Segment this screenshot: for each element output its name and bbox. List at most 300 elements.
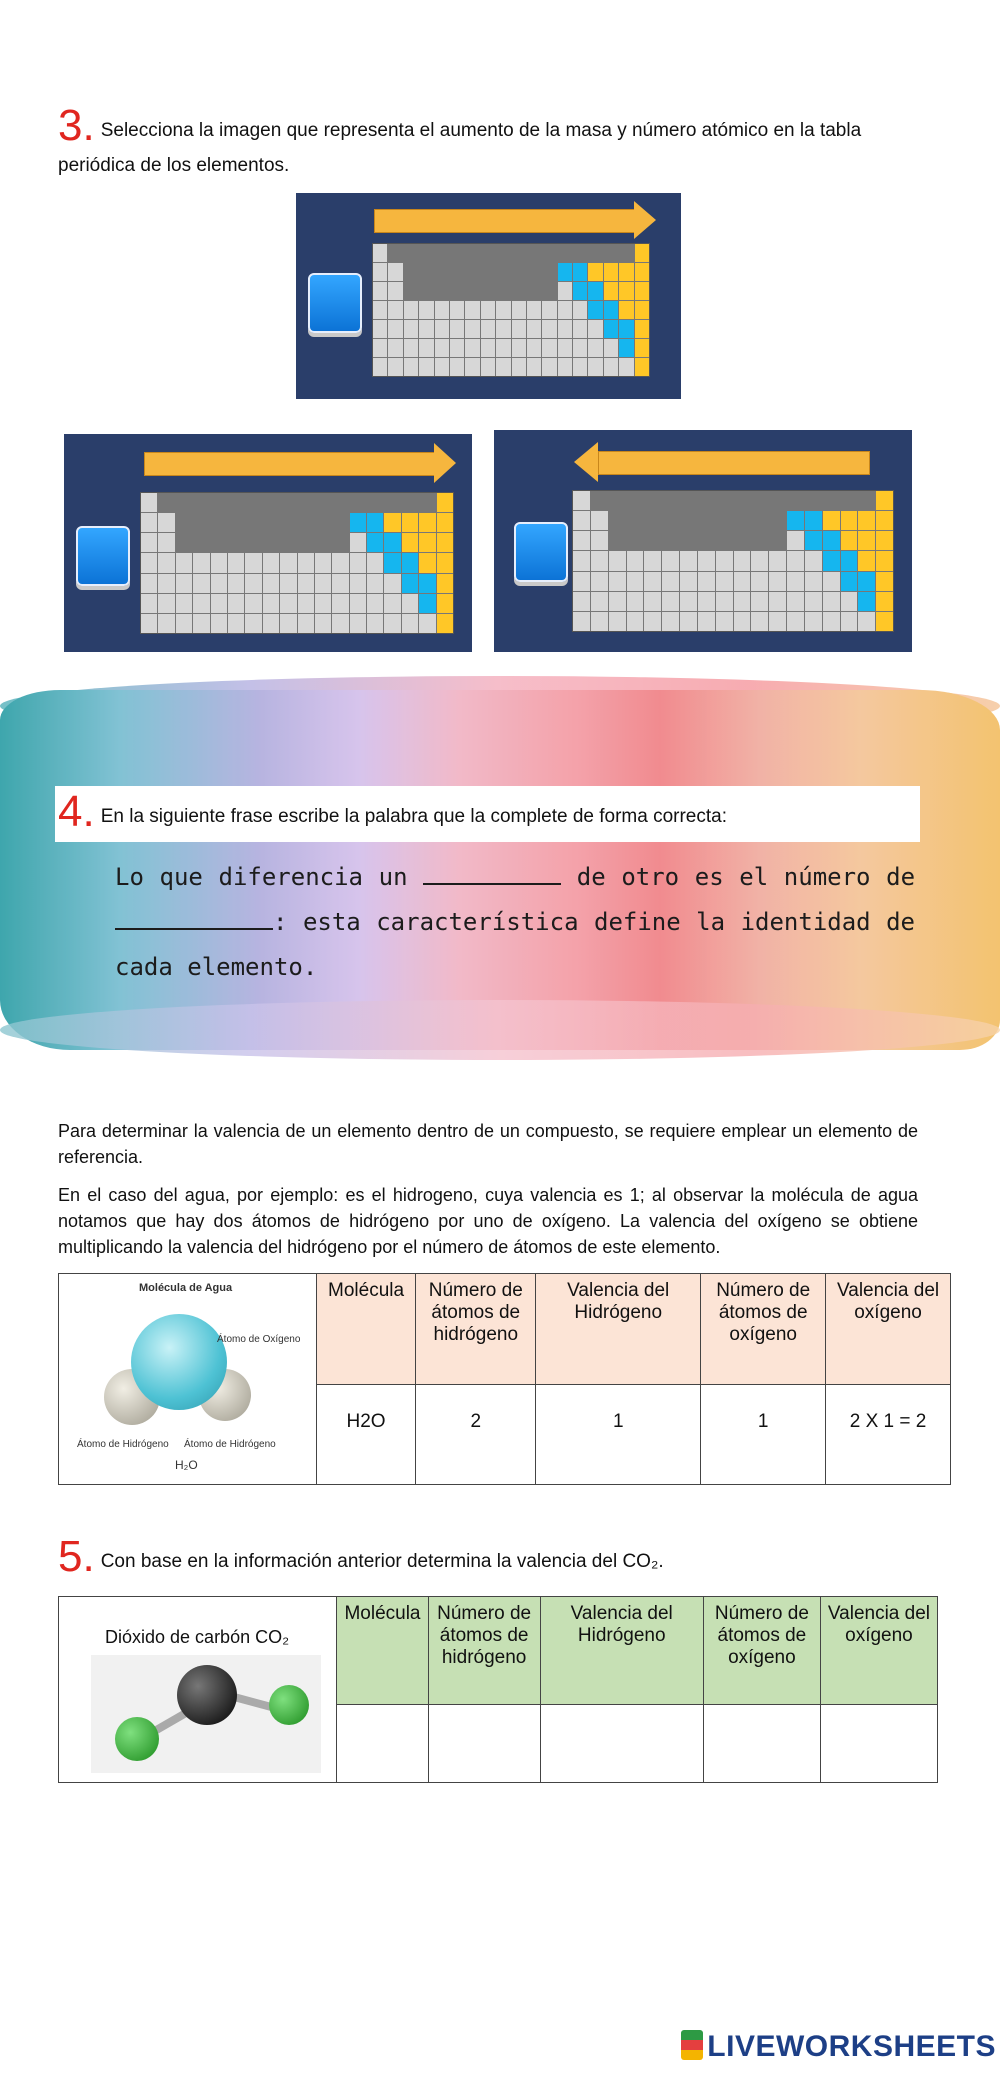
element-cell [573, 551, 590, 570]
element-cell [591, 572, 608, 591]
element-cell [315, 614, 331, 633]
element-cell [384, 594, 400, 613]
element-cell [604, 339, 618, 357]
element-cell [698, 612, 715, 631]
element-cell [384, 513, 400, 532]
element-cell [388, 339, 402, 357]
element-cell [298, 513, 314, 532]
element-cell [388, 358, 402, 376]
element-cell [315, 493, 331, 512]
element-cell [662, 592, 679, 611]
element-cell [787, 491, 804, 510]
element-cell [450, 339, 464, 357]
element-cell [591, 592, 608, 611]
element-cell [350, 594, 366, 613]
element-cell [419, 339, 433, 357]
element-cell [627, 612, 644, 631]
element-cell [193, 513, 209, 532]
element-cell [644, 551, 661, 570]
element-cell [465, 301, 479, 319]
element-cell [604, 244, 618, 262]
element-cell [876, 511, 893, 530]
element-cell [419, 574, 435, 593]
element-cell [450, 282, 464, 300]
element-cell [402, 513, 418, 532]
element-cell [280, 553, 296, 572]
element-cell [404, 320, 418, 338]
element-cell [644, 531, 661, 550]
element-cell [841, 612, 858, 631]
element-cell [512, 244, 526, 262]
water-image-title: Molécula de Agua [139, 1282, 233, 1294]
element-cell [558, 282, 572, 300]
element-cell [858, 612, 875, 631]
element-cell [734, 511, 751, 530]
element-cell [619, 263, 633, 281]
element-cell [367, 594, 383, 613]
element-cell [367, 574, 383, 593]
element-cell [604, 358, 618, 376]
element-cell [604, 320, 618, 338]
element-cell [388, 244, 402, 262]
element-cell [419, 614, 435, 633]
element-cell [635, 358, 649, 376]
element-cell [662, 511, 679, 530]
select-option-c[interactable] [514, 522, 568, 582]
element-cell [573, 282, 587, 300]
element-cell [481, 244, 495, 262]
element-cell [627, 592, 644, 611]
element-cell [558, 301, 572, 319]
element-cell [619, 282, 633, 300]
q5-number: 5. [58, 1532, 95, 1581]
oxygen-label: Átomo de Oxígeno [217, 1334, 301, 1345]
element-cell [698, 551, 715, 570]
co2-header-num-o: Número de átomos de oxígeno [703, 1597, 820, 1705]
element-cell [263, 574, 279, 593]
element-cell [716, 511, 733, 530]
element-cell [419, 553, 435, 572]
element-cell [384, 614, 400, 633]
element-cell [419, 244, 433, 262]
element-cell [228, 533, 244, 552]
element-cell [245, 493, 261, 512]
element-cell [619, 301, 633, 319]
element-cell [450, 358, 464, 376]
element-cell [373, 282, 387, 300]
co2-molecule-image [59, 1597, 337, 1783]
element-cell [588, 244, 602, 262]
element-cell [573, 531, 590, 550]
element-cell [496, 263, 510, 281]
element-cell [680, 491, 697, 510]
element-cell [619, 339, 633, 357]
element-cell [465, 282, 479, 300]
element-cell [332, 513, 348, 532]
element-cell [805, 491, 822, 510]
element-cell [419, 594, 435, 613]
element-cell [527, 263, 541, 281]
element-cell [402, 614, 418, 633]
element-cell [211, 513, 227, 532]
element-cell [573, 511, 590, 530]
element-cell [384, 574, 400, 593]
element-cell [481, 320, 495, 338]
element-cell [315, 553, 331, 572]
element-cell [367, 513, 383, 532]
element-cell [496, 301, 510, 319]
element-cell [481, 358, 495, 376]
header-val-h: Valencia del Hidrógeno [536, 1274, 701, 1385]
element-cell [751, 531, 768, 550]
liveworksheets-icon [681, 2030, 703, 2060]
carbon-atom [177, 1665, 237, 1725]
element-cell [193, 614, 209, 633]
element-cell [680, 572, 697, 591]
q4-text: En la siguiente frase escribe la palabra que la complete de forma correcta: [100, 806, 727, 827]
element-cell [158, 553, 174, 572]
element-cell [332, 574, 348, 593]
header-num-h: Número de átomos de hidrógeno [416, 1274, 536, 1385]
liveworksheets-logo [681, 2030, 996, 2064]
element-cell [419, 301, 433, 319]
element-cell [841, 592, 858, 611]
element-cell [734, 612, 751, 631]
element-cell [751, 551, 768, 570]
water-formula: H₂O [175, 1458, 198, 1472]
element-cell [228, 594, 244, 613]
element-cell [823, 551, 840, 570]
element-cell [350, 533, 366, 552]
element-cell [619, 358, 633, 376]
element-cell [263, 594, 279, 613]
oxygen-atom-right [269, 1685, 309, 1725]
element-cell [619, 244, 633, 262]
element-cell [769, 592, 786, 611]
element-cell [876, 612, 893, 631]
element-cell [823, 511, 840, 530]
element-cell [419, 263, 433, 281]
element-cell [298, 594, 314, 613]
q5-heading [58, 1532, 664, 1581]
element-cell [141, 614, 157, 633]
element-cell [662, 491, 679, 510]
element-cell [573, 572, 590, 591]
element-cell [841, 511, 858, 530]
element-cell [716, 592, 733, 611]
element-cell [680, 531, 697, 550]
element-cell [512, 282, 526, 300]
element-cell [680, 612, 697, 631]
element-cell [823, 612, 840, 631]
element-cell [263, 533, 279, 552]
element-cell [858, 572, 875, 591]
element-cell [558, 320, 572, 338]
element-cell [481, 282, 495, 300]
element-cell [158, 574, 174, 593]
option-table-c[interactable] [494, 430, 912, 652]
element-cell [716, 612, 733, 631]
co2-answer-val-o[interactable] [820, 1705, 937, 1783]
q4-heading-box [55, 786, 920, 842]
select-option-b[interactable] [76, 526, 130, 586]
element-cell [542, 282, 556, 300]
arrow-right-head [634, 201, 656, 239]
cell-val-h: 1 [536, 1384, 701, 1484]
element-cell [734, 531, 751, 550]
water-valence-table [58, 1273, 951, 1485]
element-cell [211, 614, 227, 633]
cell-molecula: H2O [316, 1384, 416, 1484]
sentence-part1: Lo que diferencia un [115, 863, 408, 891]
element-cell [527, 358, 541, 376]
element-cell [193, 493, 209, 512]
element-cell [496, 358, 510, 376]
element-cell [542, 263, 556, 281]
element-cell [823, 491, 840, 510]
element-cell [542, 301, 556, 319]
periodic-grid [140, 492, 454, 634]
element-cell [298, 574, 314, 593]
select-option-a[interactable] [308, 273, 362, 333]
element-cell [465, 358, 479, 376]
arrow-right-head [434, 443, 456, 483]
option-table-a[interactable] [296, 193, 681, 399]
element-cell [716, 572, 733, 591]
element-cell [332, 614, 348, 633]
element-cell [805, 612, 822, 631]
element-cell [176, 513, 192, 532]
element-cell [158, 493, 174, 512]
element-cell [176, 533, 192, 552]
element-cell [419, 358, 433, 376]
element-cell [805, 572, 822, 591]
element-cell [751, 511, 768, 530]
element-cell [558, 244, 572, 262]
element-cell [644, 572, 661, 591]
element-cell [591, 511, 608, 530]
co2-answer-num-o[interactable] [703, 1705, 820, 1783]
element-cell [193, 553, 209, 572]
cell-val-o: 2 X 1 = 2 [826, 1384, 951, 1484]
element-cell [542, 339, 556, 357]
element-cell [298, 614, 314, 633]
element-cell [437, 574, 453, 593]
element-cell [419, 493, 435, 512]
element-cell [404, 244, 418, 262]
element-cell [876, 551, 893, 570]
co2-answer-num-h[interactable] [428, 1705, 540, 1783]
element-cell [298, 533, 314, 552]
element-cell [588, 301, 602, 319]
element-cell [437, 533, 453, 552]
element-cell [588, 320, 602, 338]
element-cell [373, 320, 387, 338]
element-cell [644, 491, 661, 510]
element-cell [734, 491, 751, 510]
element-cell [245, 574, 261, 593]
element-cell [527, 320, 541, 338]
element-cell [823, 572, 840, 591]
element-cell [591, 612, 608, 631]
element-cell [435, 301, 449, 319]
blank-input-1[interactable] [423, 861, 561, 885]
element-cell [211, 594, 227, 613]
element-cell [404, 358, 418, 376]
element-cell [496, 339, 510, 357]
element-cell [176, 594, 192, 613]
element-cell [263, 493, 279, 512]
element-cell [627, 511, 644, 530]
element-cell [245, 533, 261, 552]
element-cell [805, 592, 822, 611]
element-cell [437, 493, 453, 512]
oxygen-atom [131, 1314, 227, 1410]
element-cell [635, 282, 649, 300]
element-cell [384, 493, 400, 512]
element-cell [298, 553, 314, 572]
element-cell [619, 320, 633, 338]
element-cell [280, 594, 296, 613]
element-cell [787, 612, 804, 631]
q4-number: 4. [58, 787, 95, 836]
hydrogen-label-2: Átomo de Hidrógeno [184, 1439, 276, 1450]
element-cell [627, 572, 644, 591]
co2-answer-molecula[interactable] [337, 1705, 428, 1783]
element-cell [527, 339, 541, 357]
element-cell [367, 553, 383, 572]
element-cell [609, 511, 626, 530]
element-cell [245, 553, 261, 572]
element-cell [588, 263, 602, 281]
element-cell [542, 244, 556, 262]
element-cell [315, 513, 331, 532]
co2-header-num-h: Número de átomos de hidrógeno [428, 1597, 540, 1705]
periodic-grid [572, 490, 894, 632]
element-cell [228, 574, 244, 593]
element-cell [367, 533, 383, 552]
element-cell [588, 282, 602, 300]
element-cell [350, 493, 366, 512]
arrow-left-head [574, 442, 598, 482]
element-cell [787, 592, 804, 611]
element-cell [635, 301, 649, 319]
element-cell [263, 614, 279, 633]
element-cell [211, 533, 227, 552]
q3-heading [58, 101, 938, 150]
element-cell [609, 592, 626, 611]
element-cell [496, 244, 510, 262]
element-cell [437, 513, 453, 532]
element-cell [350, 614, 366, 633]
element-cell [263, 553, 279, 572]
element-cell [662, 531, 679, 550]
element-cell [573, 358, 587, 376]
element-cell [373, 263, 387, 281]
element-cell [141, 594, 157, 613]
element-cell [404, 282, 418, 300]
co2-answer-val-h[interactable] [540, 1705, 703, 1783]
element-cell [158, 513, 174, 532]
element-cell [627, 491, 644, 510]
option-table-b[interactable] [64, 434, 472, 652]
element-cell [644, 511, 661, 530]
element-cell [373, 358, 387, 376]
element-cell [245, 594, 261, 613]
element-cell [591, 551, 608, 570]
element-cell [680, 511, 697, 530]
element-cell [609, 551, 626, 570]
sentence-part3: : esta característica define la identidad de cada elemento. [115, 908, 915, 981]
element-cell [858, 511, 875, 530]
element-cell [662, 612, 679, 631]
element-cell [609, 612, 626, 631]
element-cell [769, 491, 786, 510]
element-cell [787, 572, 804, 591]
element-cell [211, 493, 227, 512]
element-cell [769, 511, 786, 530]
element-cell [367, 493, 383, 512]
element-cell [350, 513, 366, 532]
watercolor-bottom-edge [0, 1000, 1000, 1060]
element-cell [662, 551, 679, 570]
element-cell [496, 320, 510, 338]
element-cell [527, 244, 541, 262]
element-cell [680, 592, 697, 611]
element-cell [450, 301, 464, 319]
element-cell [787, 511, 804, 530]
element-cell [158, 594, 174, 613]
element-cell [769, 612, 786, 631]
element-cell [437, 553, 453, 572]
element-cell [402, 493, 418, 512]
element-cell [512, 339, 526, 357]
element-cell [280, 493, 296, 512]
arrow-right-icon [374, 209, 636, 233]
element-cell [402, 574, 418, 593]
blank-input-2[interactable] [115, 906, 273, 930]
element-cell [751, 612, 768, 631]
element-cell [751, 592, 768, 611]
element-cell [588, 358, 602, 376]
logo-text: LIVEWORKSHEETS [707, 2030, 996, 2063]
element-cell [751, 491, 768, 510]
oxygen-atom-left [115, 1717, 159, 1761]
element-cell [280, 614, 296, 633]
element-cell [435, 244, 449, 262]
element-cell [573, 339, 587, 357]
sentence-part2: de otro es el número de [576, 863, 916, 891]
q3-number: 3. [58, 101, 95, 150]
element-cell [176, 493, 192, 512]
element-cell [158, 614, 174, 633]
element-cell [680, 551, 697, 570]
element-cell [193, 594, 209, 613]
element-cell [496, 282, 510, 300]
element-cell [437, 614, 453, 633]
element-cell [435, 282, 449, 300]
element-cell [481, 339, 495, 357]
element-cell [450, 244, 464, 262]
element-cell [435, 358, 449, 376]
co2-header-molecula: Molécula [337, 1597, 428, 1705]
element-cell [141, 574, 157, 593]
element-cell [176, 553, 192, 572]
element-cell [591, 531, 608, 550]
element-cell [141, 513, 157, 532]
element-cell [542, 320, 556, 338]
element-cell [315, 533, 331, 552]
